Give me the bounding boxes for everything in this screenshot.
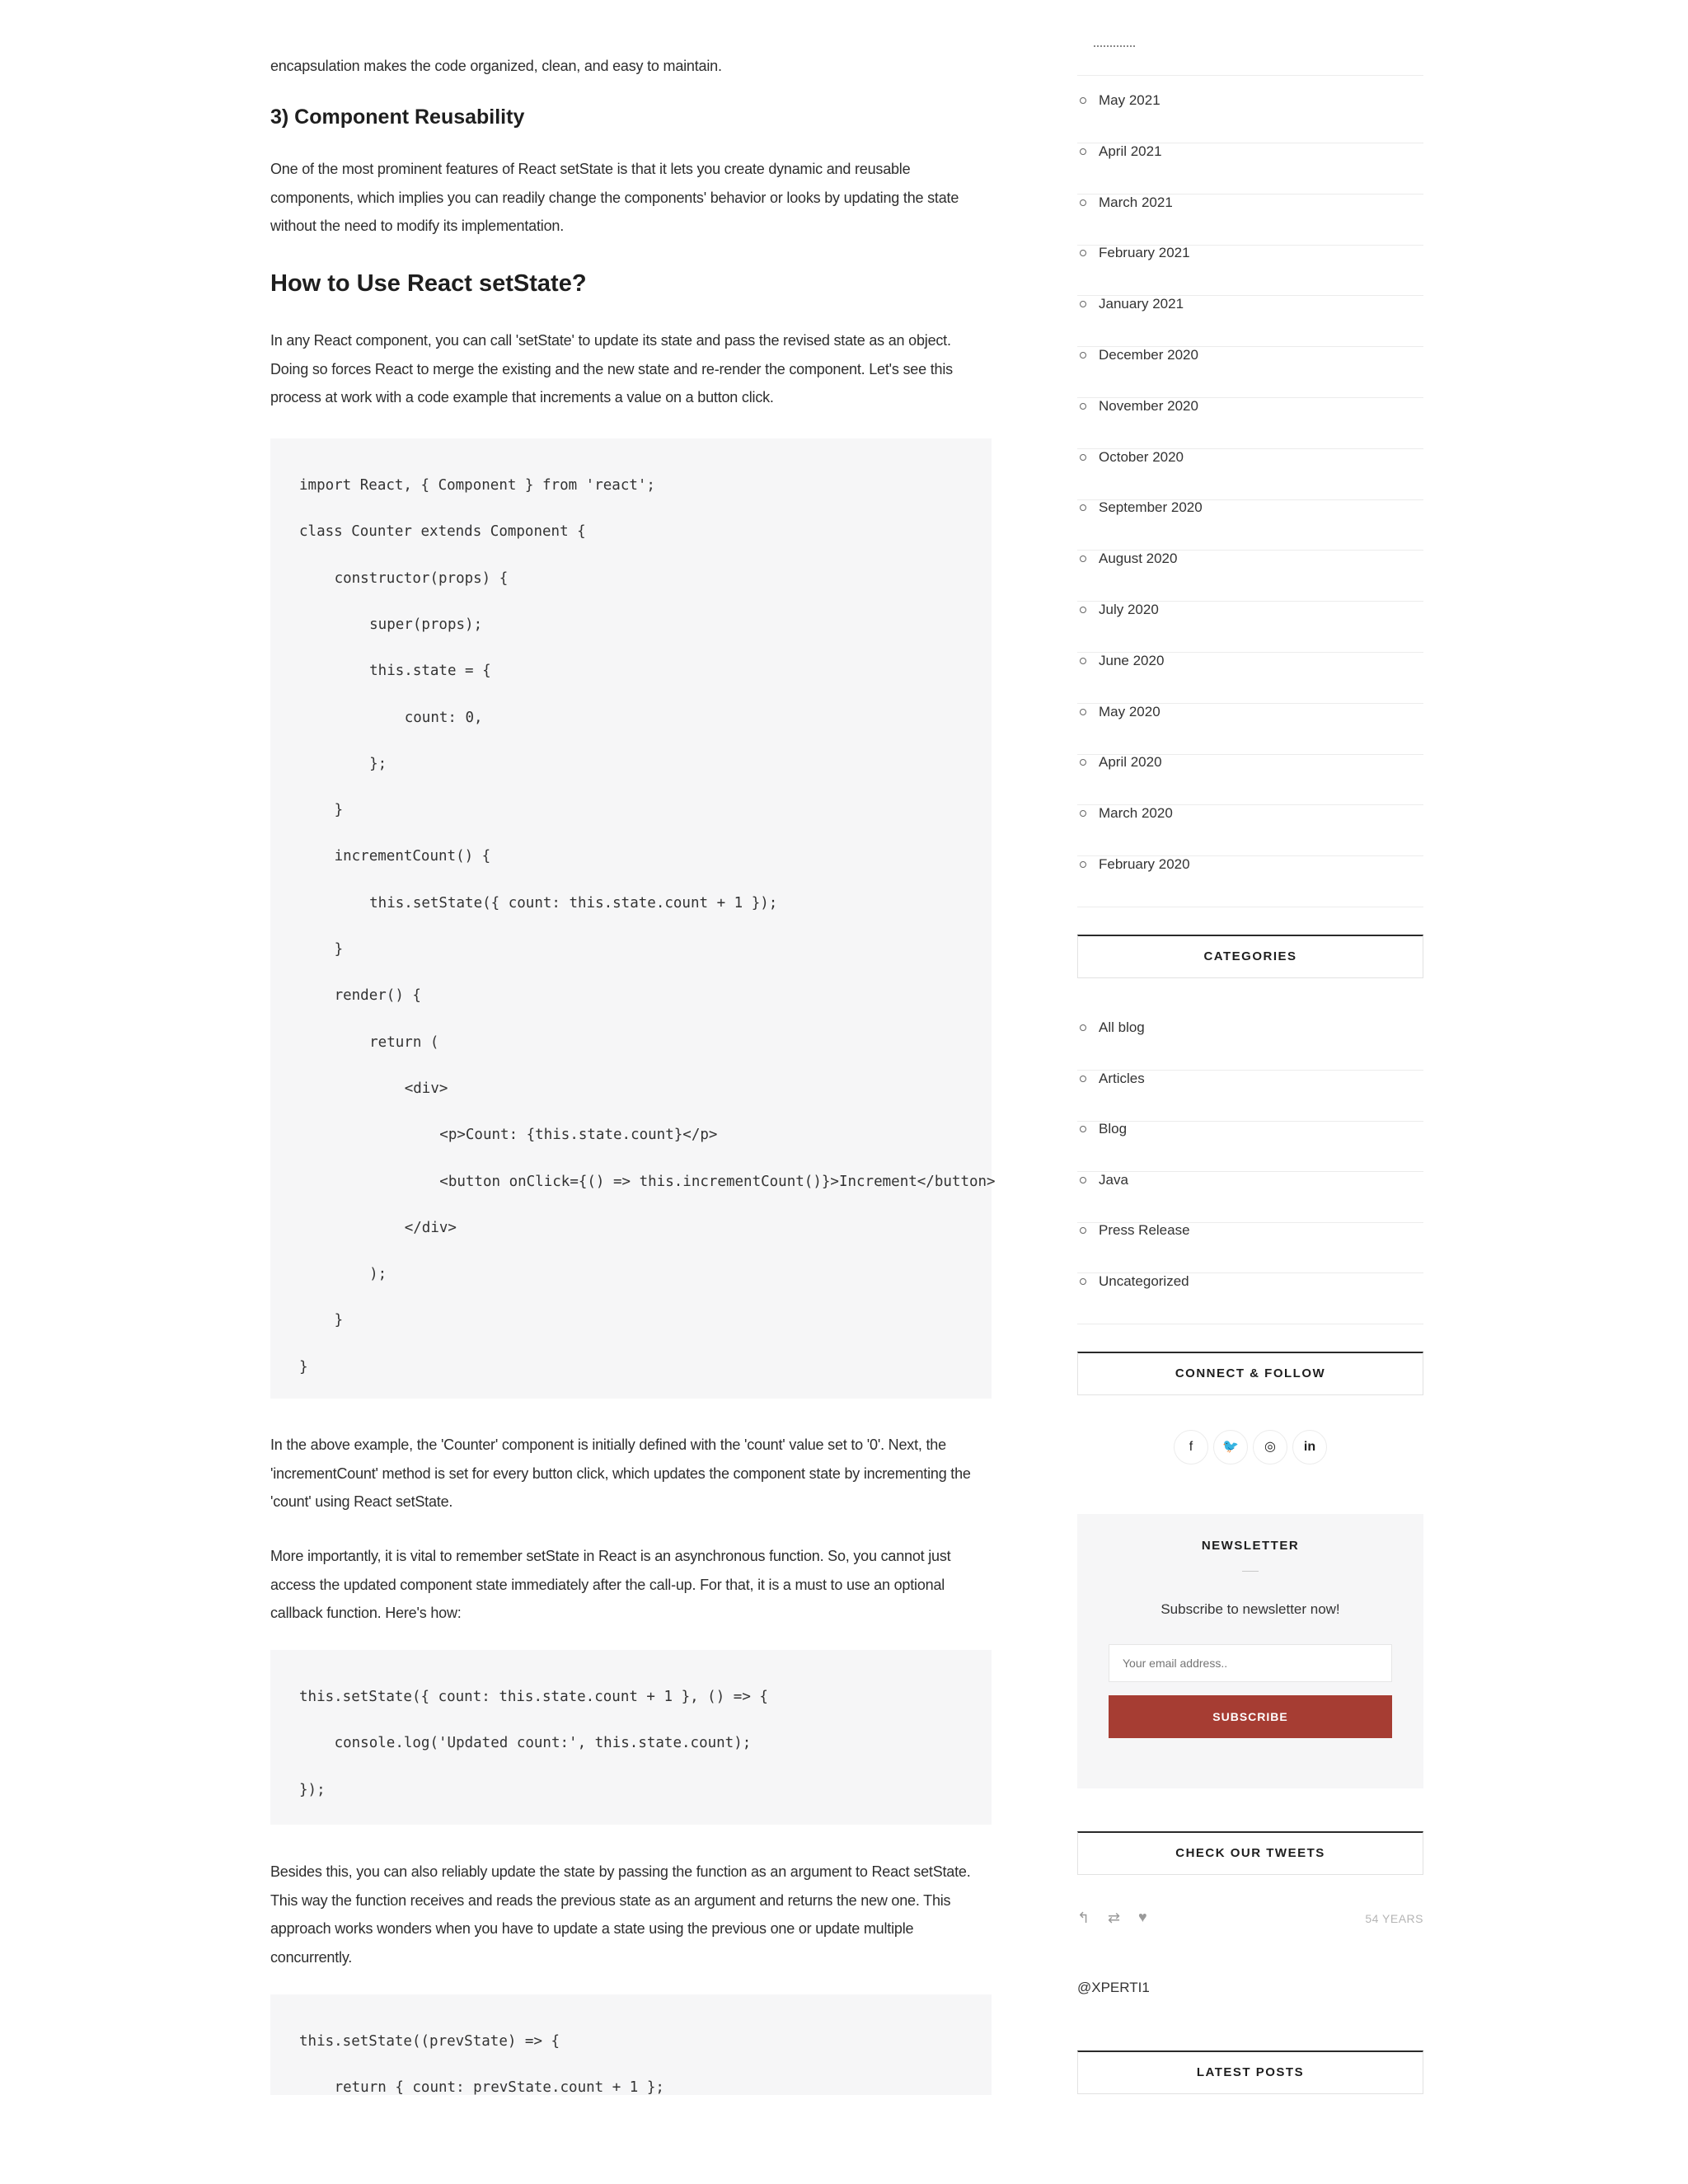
newsletter-email-input[interactable] bbox=[1109, 1644, 1392, 1682]
code-line: } bbox=[316, 1312, 344, 1329]
code-line: <p>Count: {this.state.count}</p> bbox=[370, 1127, 718, 1144]
intro-paragraph-tail: encapsulation makes the code organized, clean, and easy to maintain. bbox=[270, 58, 722, 74]
archive-link[interactable] bbox=[1077, 346, 1423, 398]
bullet-icon bbox=[1080, 810, 1086, 817]
archive-link[interactable] bbox=[1077, 753, 1423, 805]
archive-link-label: October 2020 bbox=[1099, 448, 1184, 465]
bullet-icon bbox=[1080, 1024, 1086, 1031]
category-link[interactable] bbox=[1077, 1120, 1423, 1172]
archive-link[interactable] bbox=[1077, 499, 1423, 551]
category-link[interactable] bbox=[1077, 1272, 1423, 1324]
twitter-icon[interactable]: 🐦 bbox=[1213, 1430, 1248, 1465]
explain-paragraph-counter: In the above example, the 'Counter' component is initially defined with the 'count' value set to '0'. Next, the 'incrementCount' method is set for every button click, which updates the component state by incrementing the 'count' using React setState. bbox=[270, 1436, 971, 1510]
code-line: <div> bbox=[352, 1080, 448, 1097]
archive-link[interactable] bbox=[1077, 601, 1423, 653]
bullet-icon bbox=[1080, 1227, 1086, 1234]
bullet-icon bbox=[1080, 607, 1086, 613]
archive-link[interactable] bbox=[1077, 143, 1423, 194]
bullet-icon bbox=[1080, 1076, 1086, 1082]
newsletter-subtitle: Subscribe to newsletter now! bbox=[1160, 1601, 1340, 1617]
code-line: render() { bbox=[316, 987, 421, 1005]
code-line: return { count: prevState.count + 1 }; bbox=[316, 2079, 664, 2097]
code-line: constructor(props) { bbox=[316, 569, 509, 587]
section-reusability-paragraph: One of the most prominent features of React setState is that it lets you create dynamic and reusable components, which implies you can readily change the components' behavior or looks by updating the state without the need to modify its implementation. bbox=[270, 161, 959, 234]
archive-link-label: February 2021 bbox=[1099, 245, 1190, 261]
code-line: } bbox=[299, 1358, 308, 1376]
archive-link[interactable] bbox=[1077, 397, 1423, 449]
bullet-icon bbox=[1080, 352, 1086, 359]
retweet-icon[interactable]: ⇄ bbox=[1108, 1910, 1121, 1926]
archive-link-label: January 2021 bbox=[1099, 296, 1184, 312]
bullet-icon bbox=[1080, 301, 1086, 307]
archive-link[interactable] bbox=[1077, 448, 1423, 500]
archive-link-label: May 2020 bbox=[1099, 703, 1160, 719]
archive-link-label: March 2020 bbox=[1099, 805, 1173, 822]
bullet-icon bbox=[1080, 403, 1086, 410]
bullet-icon bbox=[1080, 1126, 1086, 1132]
code-line: this.state = { bbox=[335, 663, 491, 680]
code-line: } bbox=[316, 802, 344, 819]
archive-link-label: December 2020 bbox=[1099, 347, 1198, 363]
section-heading-component-reusability: 3) Component Reusability bbox=[270, 105, 525, 129]
archive-link[interactable] bbox=[1077, 295, 1423, 347]
archive-link[interactable] bbox=[1077, 194, 1423, 246]
code-line: }); bbox=[299, 1781, 326, 1798]
bullet-icon bbox=[1080, 1177, 1086, 1183]
code-line: return ( bbox=[335, 1033, 439, 1051]
archive-link-label: March 2021 bbox=[1099, 194, 1173, 210]
bullet-icon bbox=[1080, 759, 1086, 766]
archive-link-label: April 2021 bbox=[1099, 143, 1162, 159]
category-link-label: Press Release bbox=[1099, 1222, 1190, 1239]
category-link-label: Blog bbox=[1099, 1121, 1128, 1137]
category-link[interactable] bbox=[1077, 1019, 1423, 1071]
tweets-widget-title: CHECK OUR TWEETS bbox=[1077, 1831, 1423, 1875]
category-link[interactable] bbox=[1077, 1171, 1423, 1223]
categories-widget-title: CATEGORIES bbox=[1077, 935, 1423, 978]
tweet-handle[interactable]: @XPERTI1 bbox=[1077, 1980, 1150, 1995]
bullet-icon bbox=[1080, 250, 1086, 256]
code-line: ); bbox=[335, 1266, 387, 1283]
bullet-icon bbox=[1080, 97, 1086, 104]
code-line: console.log('Updated count:', this.state.count); bbox=[316, 1735, 752, 1752]
code-line: </div> bbox=[352, 1219, 457, 1236]
bullet-icon bbox=[1080, 454, 1086, 461]
code-line: count: 0, bbox=[352, 709, 483, 726]
tweet-timestamp: 54 YEARS bbox=[1365, 1912, 1423, 1925]
newsletter-divider bbox=[1242, 1571, 1259, 1572]
archive-link[interactable] bbox=[1077, 855, 1423, 907]
subscribe-button[interactable]: SUBSCRIBE bbox=[1109, 1695, 1392, 1738]
newsletter-widget bbox=[1077, 1514, 1423, 1788]
code-block-callback-example bbox=[270, 1650, 992, 1825]
code-block-counter-example bbox=[270, 438, 996, 1399]
archive-link[interactable] bbox=[1077, 550, 1423, 602]
archive-link-label: June 2020 bbox=[1099, 652, 1165, 668]
code-line: this.setState((prevState) => { bbox=[299, 2033, 560, 2050]
archive-link-label: September 2020 bbox=[1099, 499, 1203, 516]
like-icon[interactable]: ♥ bbox=[1138, 1909, 1147, 1925]
code-line: class Counter extends Component { bbox=[299, 523, 586, 541]
archive-link-label: February 2020 bbox=[1099, 856, 1190, 872]
linkedin-icon[interactable]: in bbox=[1292, 1430, 1327, 1465]
bullet-icon bbox=[1080, 861, 1086, 868]
latest-posts-widget-title: LATEST POSTS bbox=[1077, 2050, 1423, 2094]
archive-link-label: November 2020 bbox=[1099, 397, 1198, 414]
code-line: super(props); bbox=[335, 616, 483, 633]
bullet-icon bbox=[1080, 148, 1086, 155]
archive-link[interactable] bbox=[1077, 652, 1423, 704]
category-link-label: All blog bbox=[1099, 1019, 1145, 1035]
connect-follow-widget-title: CONNECT & FOLLOW bbox=[1077, 1352, 1423, 1395]
howto-paragraph: In any React component, you can call 'setState' to update its state and pass the revised state as an object. Doing so forces React to merge the existing and the new state and re-render the component. Let's see this process at work with a code example that increments a value on a button click. bbox=[270, 332, 953, 405]
clipped-archive-item bbox=[1094, 45, 1135, 49]
code-line: this.setState({ count: this.state.count + 1 }); bbox=[335, 894, 778, 912]
archive-divider bbox=[1077, 75, 1423, 76]
reply-icon[interactable]: ↰ bbox=[1077, 1910, 1090, 1926]
category-link-label: Java bbox=[1099, 1171, 1128, 1188]
category-link[interactable] bbox=[1077, 1070, 1423, 1122]
section-heading-how-to-use: How to Use React setState? bbox=[270, 270, 587, 297]
archive-link-label: July 2020 bbox=[1099, 602, 1159, 617]
explain-paragraph-async: More importantly, it is vital to remember setState in React is an asynchronous function. So, you cannot just access the updated component state immediately after the call-up. For that, it is a must to use an optional callback function. Here's how: bbox=[270, 1548, 951, 1621]
code-line: import React, { Component } from 'react'; bbox=[299, 477, 655, 494]
archive-link[interactable] bbox=[1077, 804, 1423, 856]
category-link[interactable] bbox=[1077, 1221, 1423, 1273]
bullet-icon bbox=[1080, 1278, 1086, 1285]
archive-link[interactable] bbox=[1077, 91, 1423, 143]
archive-link[interactable] bbox=[1077, 244, 1423, 296]
bullet-icon bbox=[1080, 199, 1086, 206]
bullet-icon bbox=[1080, 658, 1086, 664]
bullet-icon bbox=[1080, 504, 1086, 511]
archive-link-label: April 2020 bbox=[1099, 754, 1162, 771]
instagram-icon[interactable]: ◎ bbox=[1253, 1430, 1287, 1465]
facebook-icon[interactable]: f bbox=[1174, 1430, 1208, 1465]
explain-paragraph-prevstate: Besides this, you can also reliably update the state by passing the function as an argument to React setState. This way the function receives and reads the previous state as an argument and returns the new one. This approach works wonders when you have to update a state using the previous one or update multiple concurrently. bbox=[270, 1863, 971, 1966]
category-link-label: Articles bbox=[1099, 1070, 1145, 1086]
newsletter-title: NEWSLETTER bbox=[1201, 1539, 1300, 1553]
code-line: }; bbox=[335, 755, 387, 772]
bullet-icon bbox=[1080, 555, 1086, 562]
code-line: incrementCount() { bbox=[316, 848, 491, 865]
bullet-icon bbox=[1080, 709, 1086, 715]
category-link-label: Uncategorized bbox=[1099, 1273, 1189, 1289]
archive-link[interactable] bbox=[1077, 703, 1423, 755]
archive-link-label: May 2021 bbox=[1099, 92, 1160, 108]
code-line: <button onClick={() => this.incrementCount()}>Increment</button> bbox=[370, 1173, 996, 1190]
code-block-prevstate-example bbox=[270, 1994, 992, 2095]
archive-link-label: August 2020 bbox=[1099, 551, 1178, 567]
code-line: this.setState({ count: this.state.count + 1 }, () => { bbox=[299, 1689, 768, 1705]
code-line: } bbox=[316, 941, 344, 958]
